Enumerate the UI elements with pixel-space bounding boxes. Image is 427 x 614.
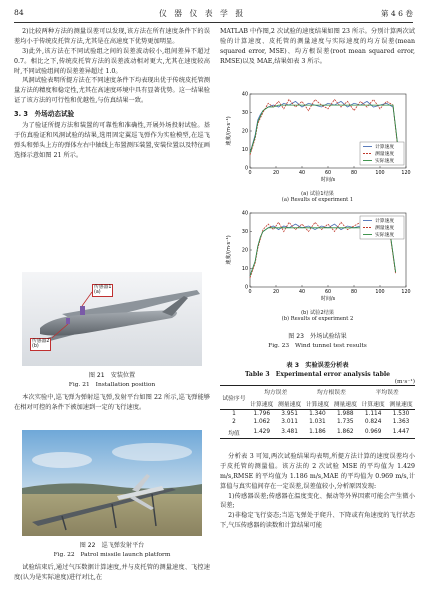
x-tick-label: 100 (375, 290, 385, 295)
chart-b-subcaption-en: (b) Results of experiment 2 (281, 316, 354, 322)
legend-label: 计算速度 (375, 219, 395, 224)
sensor-label-1: 传感器1 (a) (94, 285, 112, 296)
chart-experiment-1 (222, 88, 414, 188)
x-tick-label: 60 (324, 171, 332, 176)
table-subheader: 计算速度 (359, 397, 387, 409)
table-title: 表 3 实验误差分析表 (286, 362, 349, 369)
table-header: 平均误差 (359, 386, 415, 398)
table-row (220, 418, 415, 426)
x-tick-label: 20 (272, 171, 280, 176)
table-unit: (m·s⁻¹) (394, 379, 415, 385)
table-cell: 1 (232, 410, 236, 417)
table-cell: 3.951 (281, 410, 298, 417)
paragraph: 2)比较两种方法的测量误差可以发现,该方法在所有速度条件下的误差均小于传统皮托管方法,尤其是在高速度下优势更加明显。 (14, 28, 210, 45)
y-tick-label: 40 (241, 92, 248, 98)
chart-experiment-2 (222, 207, 414, 307)
table-cell: 1.363 (392, 419, 410, 426)
legend-label: 计算速度 (375, 145, 395, 150)
y-tick-label: 10 (241, 148, 248, 154)
x-tick-label: 100 (375, 171, 385, 176)
table-subheader: 测量速度 (387, 397, 415, 409)
table-cell: 0.969 (359, 427, 387, 439)
table-subheader: 计算速度 (248, 397, 276, 409)
x-axis-label: 时间/s (320, 296, 336, 302)
legend-label: 测量速度 (375, 152, 395, 157)
figure-23-caption: 图 23 外场试验结果 (288, 333, 347, 340)
table-subheader: 测量速度 (276, 397, 304, 409)
sensor-label-2: 传感器2 (b) (32, 339, 50, 350)
table-cell: 1.186 (304, 427, 332, 439)
figure-21-caption: 图 21 安装位置 (88, 372, 136, 379)
page-number: 84 (14, 8, 24, 17)
y-axis-label: 速度/(m·s⁻¹) (226, 235, 232, 265)
table-3 (220, 360, 415, 439)
table-subheader: 计算速度 (304, 397, 332, 409)
chart-a-svg (222, 88, 414, 188)
launch-platform-illustration (22, 430, 202, 536)
table-cell: 2 (232, 419, 236, 426)
y-tick-label: 0 (244, 166, 248, 172)
paragraph: 分析表 3 可知,两次试验结果均表明,所提方法计算的速度误差均小于皮托管的测量值。该方法的 2 次试验 MSE 的平均值为 1.429 m/s,RMSE 的平均值为 1.186 m/s,MAE 的平均值为 0.969 m/s,计算值与真实值间存在一定误差,误差值较小,分析原因发现: (220, 453, 415, 490)
x-tick-label: 60 (324, 290, 332, 295)
figure-installation-photo (22, 272, 202, 366)
x-tick-label: 40 (298, 290, 306, 295)
table-header: 均方根误差 (304, 386, 360, 398)
table-cell: 1.340 (309, 410, 326, 417)
section-heading: 3. 3 外场动态试验 (14, 110, 75, 118)
table-cell: 1.429 (248, 427, 276, 439)
table-cell: 0.824 (364, 419, 382, 426)
right-column-top (220, 27, 415, 67)
paragraph: 1)传感器误差;传感器在温度变化、振动等外界因素可能会产生微小误差; (220, 492, 415, 510)
table-title-en: Table 3 Experimental error analysis table (244, 371, 391, 378)
legend-label: 实际速度 (375, 159, 395, 164)
table-cell: 1.114 (364, 410, 382, 417)
table-cell: 1.988 (336, 410, 354, 417)
header-rule (14, 22, 413, 23)
y-tick-label: 30 (241, 230, 248, 236)
legend-label: 实际速度 (375, 233, 395, 238)
chart-a-subcaption: (a) 试验1结果 (301, 191, 334, 197)
paragraph: 3)此外,该方法在不同试验组之间的误差波动较小,组间差异不超过 0.7。相比之下,传统皮托管方法的误差波动相对更大,尤其在速度较高时,不同试验组间的误差差异超过 1.0。 (14, 47, 210, 75)
y-tick-label: 0 (244, 285, 248, 291)
x-tick-label: 20 (272, 290, 280, 295)
table-cell: 3.011 (281, 419, 298, 426)
figure-21-caption-en: Fig. 21 Installation position (68, 382, 156, 388)
paragraph: MATLAB 中作图,2 次试验的速度结果如图 23 所示。分别计算两次试验的计算速度、皮托管的测量速度与实际速度的均方误差(mean squared error, MSE)、均方根误差(root mean squared error, RMSE)以及 MAE,结果如表 3 所示。 (220, 28, 415, 65)
table-cell: 1.447 (387, 427, 415, 439)
figure-23-caption-en: Fig. 23 Wind tunnel test results (268, 343, 367, 349)
y-tick-label: 10 (241, 267, 248, 273)
y-tick-label: 40 (241, 211, 248, 217)
left-column-bottom (14, 563, 210, 583)
table-cell: 1.062 (253, 419, 271, 426)
paragraph: 本次实验中,巡飞弹为弹射巡飞弹,发射平台如图 22 所示,巡飞弹能够在相对可控的条件下被加速到一定的飞行速度。 (14, 394, 210, 411)
figure-22-caption-en: Fig. 22 Patrol missile launch platform (53, 552, 171, 558)
left-column-mid (14, 393, 210, 413)
legend-label: 测量速度 (375, 226, 395, 231)
paragraph: 风洞试验表明所提方法在不同速度条件下均表现出优于传统皮托管测量方法的精度和稳定性,尤其在高速度环境中具有显著优势。这一结果验证了该方法的可行性和优越性,与仿真结果一致。 (14, 77, 210, 105)
volume-label: 第 4 6 卷 (380, 9, 413, 18)
table-cell: 3.481 (276, 427, 304, 439)
y-tick-label: 20 (241, 129, 248, 135)
journal-name: 仪 器 仪 表 学 报 (158, 9, 246, 18)
left-column-top (14, 27, 210, 161)
table-cell: 1.530 (392, 410, 410, 417)
table-row (220, 427, 415, 439)
table-cell: 1.862 (331, 427, 359, 439)
x-tick-label: 120 (401, 290, 411, 295)
chart-a-subcaption-en: (a) Results of experiment 1 (281, 197, 354, 203)
x-tick-label: 0 (248, 171, 252, 176)
page-header (14, 8, 413, 22)
chart-b-svg (222, 207, 414, 307)
paragraph: 为了验证所提方法和装置的可靠性和准确性,开展外场投射试验。基于仿真验证和风洞试验的结果,选用固定翼巡飞弹作为实验模型,在巡飞弹头和弹头上方的弹体左右中轴线上布置测压装置,安装位置以及特征画选择示意如图 21 所示。 (14, 122, 210, 160)
x-tick-label: 120 (401, 171, 411, 176)
x-tick-label: 80 (350, 171, 358, 176)
table-row (220, 409, 415, 418)
x-axis-label: 时间/s (320, 177, 336, 183)
table-cell: 均值 (220, 427, 248, 439)
paragraph: 试验结束后,通过气压数据计算速度,并与皮托管的测量速度、飞控速度(认为是实际速度)进行对比,在 (14, 564, 210, 581)
right-column-bottom (220, 452, 415, 531)
table-subheader: 测量速度 (331, 397, 359, 409)
x-tick-label: 0 (248, 290, 252, 295)
table-cell: 1.796 (253, 410, 271, 417)
y-axis-label: 速度/(m·s⁻¹) (226, 116, 232, 146)
paragraph: 2)非稳定飞行姿态;当巡飞弹处于爬升、下降或有角速度的飞行状态下,气压传感器的读数和计算结果可能 (220, 512, 415, 530)
x-tick-label: 40 (298, 171, 306, 176)
error-table (220, 385, 415, 439)
table-header: 均方误差 (248, 386, 304, 398)
table-header-group: 试验序号 (220, 386, 248, 410)
y-tick-label: 20 (241, 248, 248, 254)
y-tick-label: 30 (241, 111, 248, 117)
chart-b-subcaption: (b) 试验2结果 (300, 310, 335, 316)
figure-launch-photo (22, 430, 202, 536)
table-cell: 1.735 (336, 419, 354, 426)
figure-22-caption: 图 22 巡飞弹发射平台 (79, 542, 145, 549)
x-tick-label: 80 (350, 290, 358, 295)
table-cell: 1.031 (309, 419, 326, 426)
